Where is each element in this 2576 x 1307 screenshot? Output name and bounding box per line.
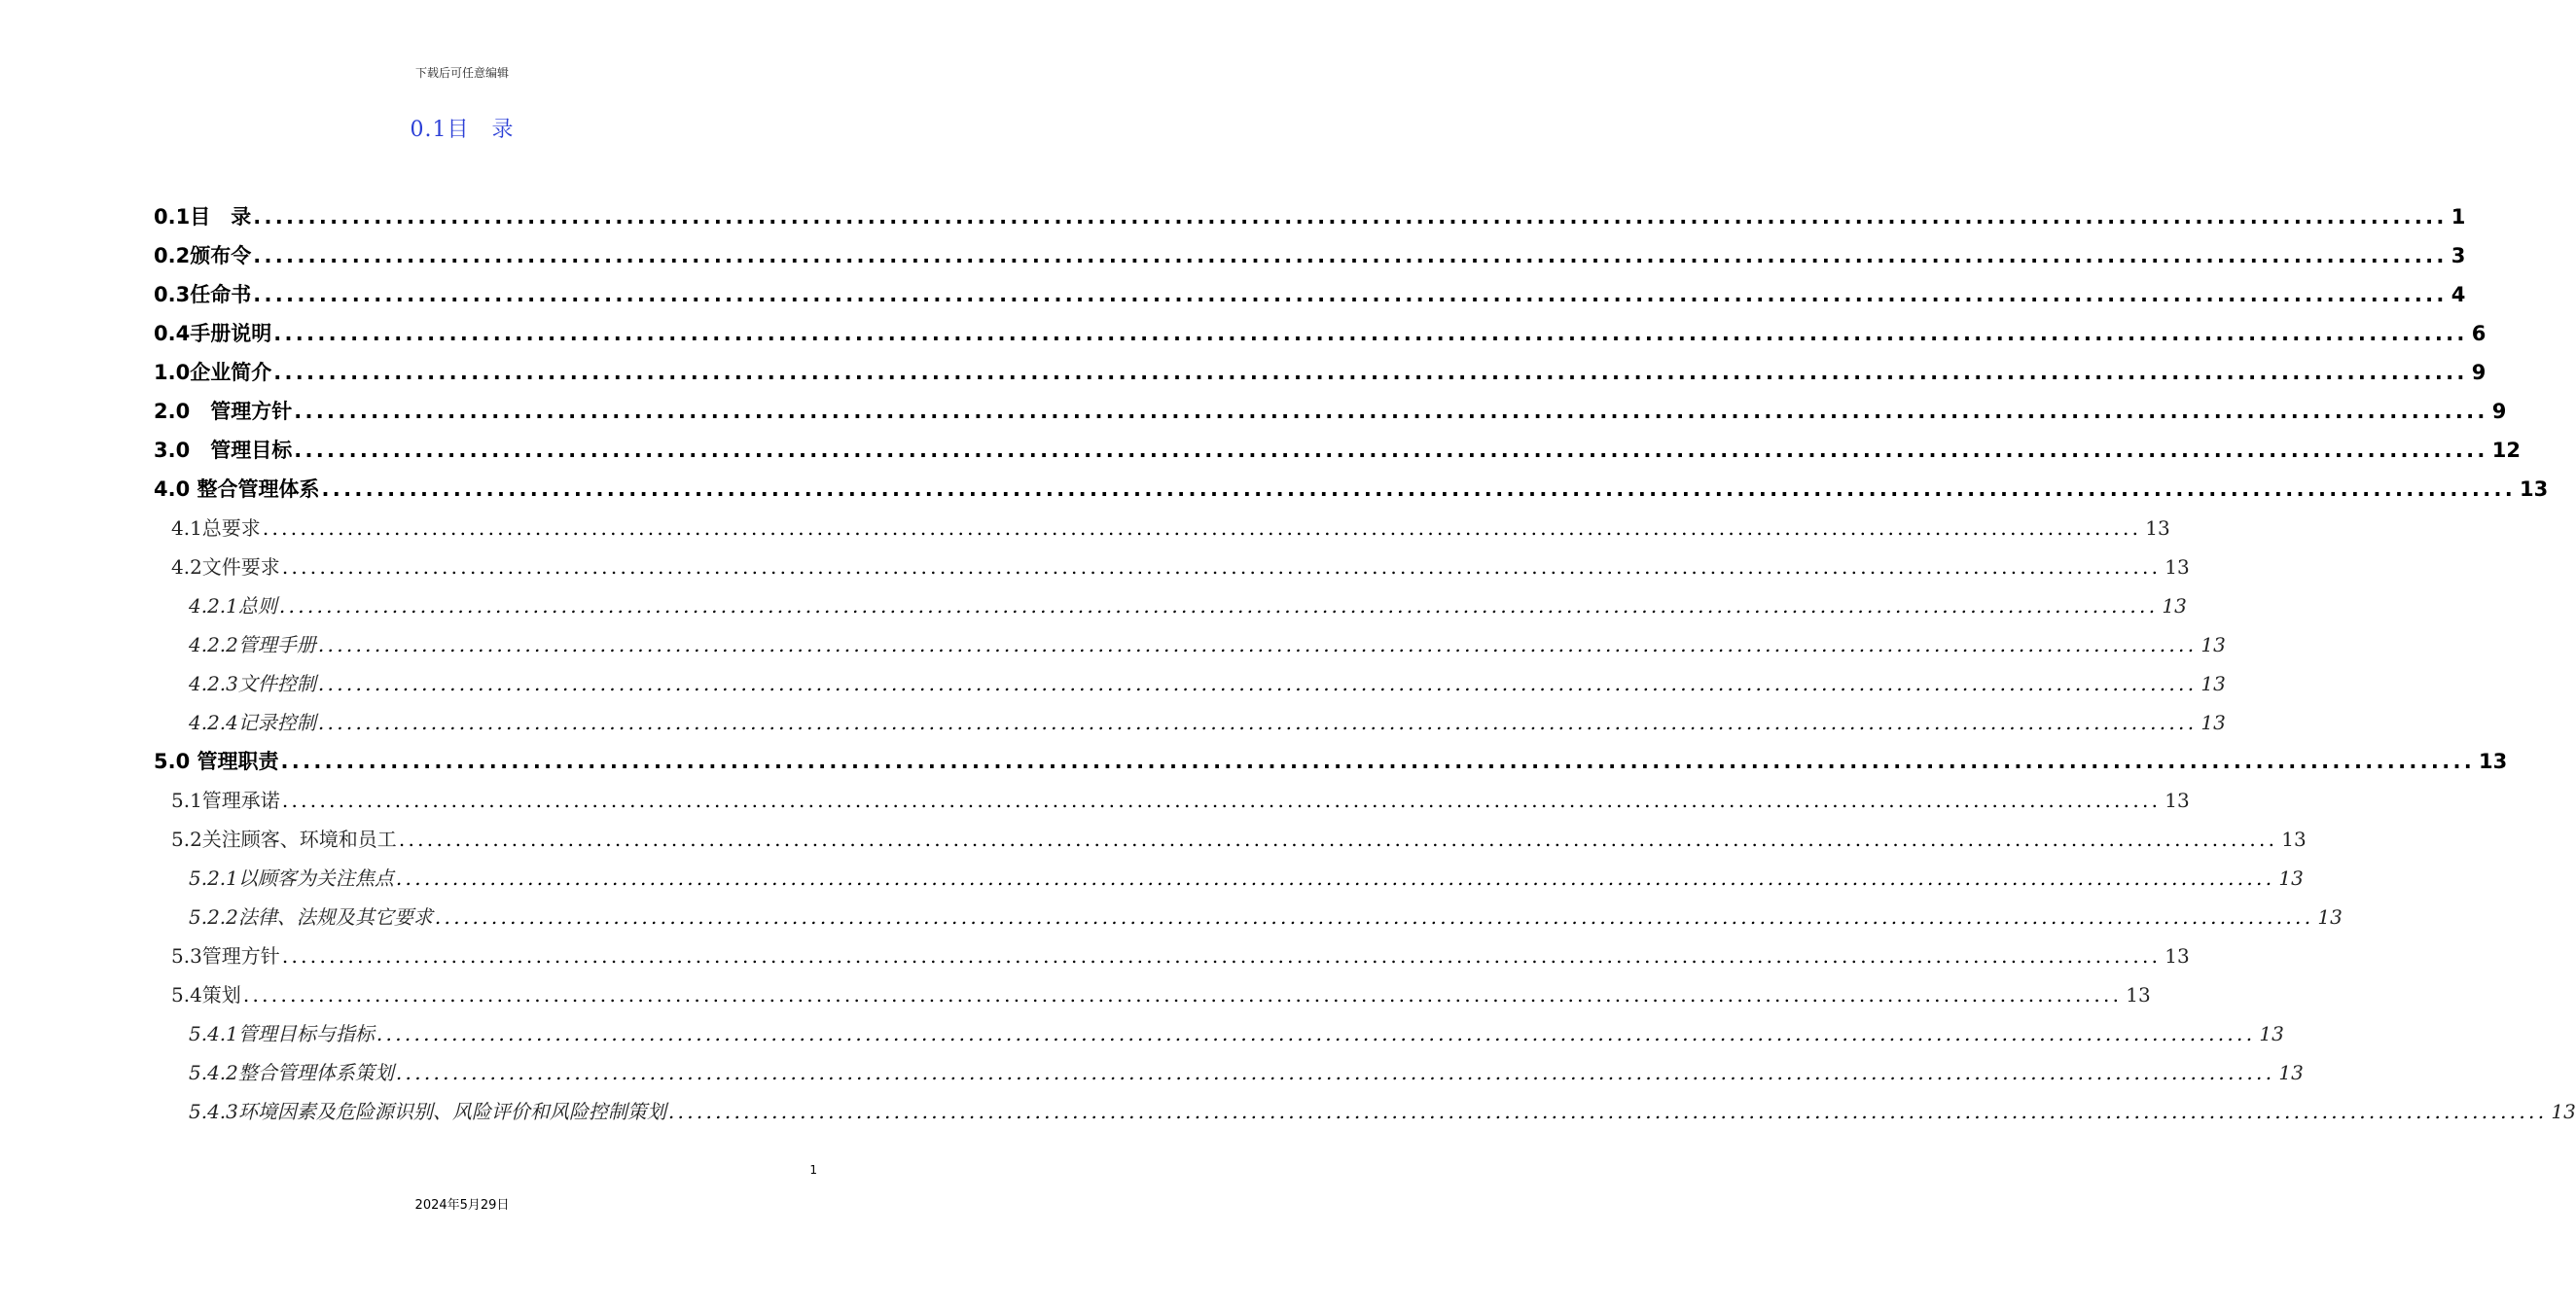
toc-entry[interactable]: [171, 820, 2307, 859]
toc-leader-dots: ........................................................................................................................................................................................................: [262, 516, 2142, 540]
toc-entry[interactable]: [171, 509, 2170, 548]
toc-entry-page: 13: [2200, 711, 2226, 734]
toc-entry-page: 9: [2471, 361, 2487, 384]
toc-entry-label: 3.0 管理目标: [154, 439, 293, 462]
toc-entry-page: 13: [2145, 516, 2170, 540]
toc-entry[interactable]: [189, 664, 2226, 703]
toc-entry-page: 13: [2278, 1061, 2304, 1084]
toc-leader-dots: ........................................................................................................................................................................................................: [281, 944, 2162, 968]
toc-entry-label: 0.2颁布令: [154, 244, 252, 267]
toc-entry-page: 9: [2491, 400, 2507, 423]
toc-leader-dots: ........................................................................................................................................................................................................: [317, 672, 2198, 695]
toc-entry[interactable]: [189, 898, 2343, 936]
toc-entry-label: 4.2文件要求: [171, 555, 280, 579]
toc-entry-page: 13: [2165, 555, 2190, 579]
toc-entry[interactable]: [154, 314, 2487, 353]
toc-entry[interactable]: [154, 197, 2466, 236]
toc-leader-dots: ........................................................................................................................................................................................................: [281, 555, 2162, 579]
toc-entry-label: 5.2.2法律、法规及其它要求: [189, 905, 433, 929]
toc-leader-dots: ........................................................................................................................................................................................................: [434, 905, 2314, 929]
toc-leader-dots: ........................................................................................................................................................................................................: [376, 1022, 2256, 1045]
toc-entry-page: 13: [2281, 828, 2307, 851]
toc-entry-label: 5.2.1以顾客为关注焦点: [189, 866, 394, 890]
page-title: 0.1目 录: [410, 118, 515, 142]
toc-entry-label: 5.4.1管理目标与指标: [189, 1022, 375, 1045]
toc-entry[interactable]: [189, 586, 2187, 625]
toc-entry-label: 1.0企业简介: [154, 361, 272, 384]
toc-entry-page: 13: [2278, 866, 2304, 890]
toc-leader-dots: ........................................................................................................................................................................................................: [280, 750, 2476, 773]
toc-entry-page: 13: [2165, 944, 2190, 968]
toc-leader-dots: ........................................................................................................................................................................................................: [398, 828, 2278, 851]
toc-entry-label: 4.1总要求: [171, 516, 261, 540]
toc-entry-label: 0.4手册说明: [154, 322, 272, 345]
toc-leader-dots: ........................................................................................................................................................................................................: [294, 439, 2488, 462]
toc-entry[interactable]: [171, 781, 2190, 820]
toc-leader-dots: ........................................................................................................................................................................................................: [253, 205, 2448, 229]
toc-entry-page: 13: [2200, 633, 2226, 656]
toc-entry[interactable]: [154, 431, 2521, 470]
toc-entry[interactable]: [189, 1014, 2284, 1053]
toc-entry[interactable]: [154, 742, 2508, 781]
toc-entry[interactable]: [189, 859, 2304, 898]
toc-leader-dots: ........................................................................................................................................................................................................: [242, 983, 2123, 1007]
toc-entry-label: 0.3任命书: [154, 283, 252, 306]
toc-entry-page: 13: [2551, 1100, 2576, 1123]
toc-entry[interactable]: [154, 236, 2466, 275]
toc-entry-page: 6: [2471, 322, 2487, 345]
toc-entry-page: 3: [2451, 244, 2466, 267]
toc-entry-label: 5.4.3环境因素及危险源识别、风险评价和风险控制策划: [189, 1100, 666, 1123]
page-number: 1: [809, 1163, 817, 1177]
toc-entry-page: 4: [2451, 283, 2466, 306]
toc-entry[interactable]: [171, 548, 2190, 586]
toc-entry-label: 5.3管理方针: [171, 944, 280, 968]
toc-entry-label: 0.1目 录: [154, 205, 252, 229]
toc-leader-dots: ........................................................................................................................................................................................................: [294, 400, 2488, 423]
toc-entry-page: 12: [2491, 439, 2521, 462]
toc-entry[interactable]: [171, 975, 2151, 1014]
toc-entry-label: 2.0 管理方针: [154, 400, 293, 423]
header-note: 下载后可任意编辑: [414, 66, 509, 80]
toc-entry[interactable]: [171, 936, 2190, 975]
toc-entry-page: 13: [2317, 905, 2343, 929]
toc-entry-page: 13: [2259, 1022, 2284, 1045]
toc-entry-label: 5.2关注顾客、环境和员工: [171, 828, 397, 851]
toc-entry[interactable]: [154, 353, 2487, 392]
toc-leader-dots: ........................................................................................................................................................................................................: [281, 789, 2162, 812]
toc-entry-page: 1: [2451, 205, 2466, 229]
toc-entry[interactable]: [189, 1092, 2576, 1131]
toc-entry-page: 13: [2520, 477, 2549, 501]
toc-entry-page: 13: [2162, 594, 2187, 618]
toc-entry[interactable]: [189, 625, 2226, 664]
toc-entry-label: 4.2.3文件控制: [189, 672, 316, 695]
toc-entry[interactable]: [154, 470, 2549, 509]
toc-leader-dots: ........................................................................................................................................................................................................: [253, 244, 2448, 267]
toc-leader-dots: ........................................................................................................................................................................................................: [667, 1100, 2548, 1123]
toc-entry-page: 13: [2165, 789, 2190, 812]
toc-entry-page: 13: [2479, 750, 2508, 773]
toc-leader-dots: ........................................................................................................................................................................................................: [278, 594, 2159, 618]
toc-entry-label: 5.4策划: [171, 983, 241, 1007]
toc-leader-dots: ........................................................................................................................................................................................................: [273, 361, 2468, 384]
toc-leader-dots: ........................................................................................................................................................................................................: [395, 1061, 2275, 1084]
toc-entry-label: 5.0 管理职责: [154, 750, 279, 773]
toc-entry-page: 13: [2126, 983, 2151, 1007]
toc-entry[interactable]: [189, 1053, 2304, 1092]
toc-entry-label: 4.2.4记录控制: [189, 711, 316, 734]
toc-entry[interactable]: [154, 275, 2466, 314]
toc-leader-dots: ........................................................................................................................................................................................................: [317, 633, 2198, 656]
toc-entry-label: 5.4.2整合管理体系策划: [189, 1061, 394, 1084]
toc-leader-dots: ........................................................................................................................................................................................................: [317, 711, 2198, 734]
toc-entry-label: 4.0 整合管理体系: [154, 477, 320, 501]
toc-entry[interactable]: [189, 703, 2226, 742]
toc-leader-dots: ........................................................................................................................................................................................................: [321, 477, 2517, 501]
toc-entry[interactable]: [154, 392, 2507, 431]
toc-leader-dots: ........................................................................................................................................................................................................: [253, 283, 2448, 306]
toc-entry-page: 13: [2200, 672, 2226, 695]
toc-leader-dots: ........................................................................................................................................................................................................: [395, 866, 2275, 890]
toc-leader-dots: ........................................................................................................................................................................................................: [273, 322, 2468, 345]
toc-entry-label: 5.1管理承诺: [171, 789, 280, 812]
toc-entry-label: 4.2.1总则: [189, 594, 277, 618]
footer-date: 2024年5月29日: [414, 1198, 510, 1213]
toc-entry-label: 4.2.2管理手册: [189, 633, 316, 656]
